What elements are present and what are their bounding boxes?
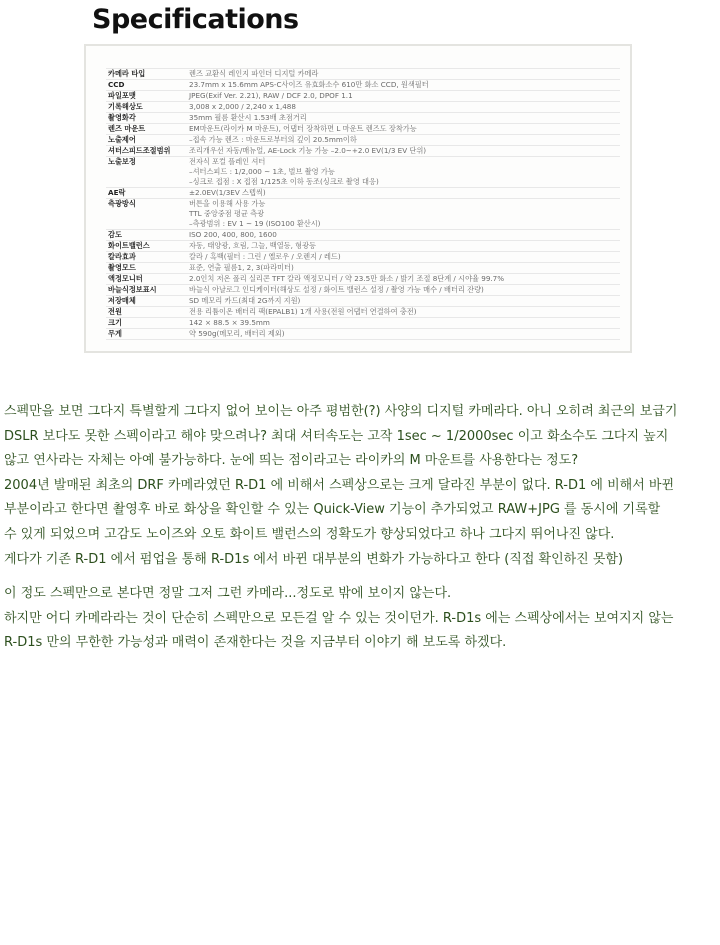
page-heading: Specifications [92,4,299,35]
spec-row [106,102,620,113]
spec-label: 전원 [106,307,189,318]
spec-value-line: –접속 가능 렌즈 : 마운트로부터의 깊이 20.5mm이하 [189,135,357,144]
spec-value [189,188,620,199]
spec-value-line: 약 590g(메모리, 배터리 제외) [189,329,285,338]
spec-label: 화이트밸런스 [106,241,189,252]
spec-row [106,188,620,199]
spec-value [189,146,620,157]
spec-value-line: JPEG(Exif Ver. 2.21), RAW / DCF 2.0, DPOF 1.1 [189,91,353,100]
spec-value [189,285,620,296]
spec-label: 카메라 타입 [106,69,189,80]
spec-value [189,241,620,252]
spec-value-line: EM마운트(라이카 M 마운트), 어댑터 장착하면 L 마운트 렌즈도 장착가능 [189,124,417,133]
paragraph-line: 하지만 어디 카메라라는 것이 단순히 스펙만으로 모든걸 알 수 있는 것이던가. R-D1s 에는 스펙상에서는 보여지지 않는 [4,610,674,626]
spec-row [106,69,620,80]
spec-value-line: TTL 중앙중점 평균 측광 [189,209,265,218]
spec-value-line: 2.0인치 저온 폴리 실리콘 TFT 칼라 액정모니터 / 약 23.5만 화소 / 밝기 조절 8단계 / 시야율 99.7% [189,274,505,283]
spec-sheet [84,44,632,353]
spec-value [189,124,620,135]
spec-row [106,296,620,307]
spec-label: 노출제어 [106,135,189,146]
spec-label: AE락 [106,188,189,199]
spec-value-line: 렌즈 교환식 레인지 파인더 디지털 카메라 [189,69,319,78]
spec-label: 액정모니터 [106,274,189,285]
paragraph-line: 부분이라고 한다면 촬영후 바로 화상을 확인할 수 있는 Quick-View 기능이 추가되었고 RAW+JPG 를 동시에 기록할 [4,502,661,518]
spec-value-line: 자동, 태양광, 흐림, 그늘, 백열등, 형광등 [189,241,316,250]
spec-label: 촬영화각 [106,113,189,124]
spec-row [106,252,620,263]
spec-value [189,199,620,230]
spec-value-line: 전자식 포컬 플레인 셔터 [189,157,266,166]
spec-value-line: 바늘식 아날로그 인디케이터(해상도 설정 / 화이트 밸런스 설정 / 촬영 가능 매수 / 배터리 잔량) [189,285,484,294]
spec-value-line: 35mm 필름 환산시 1.53배 초점거리 [189,113,307,122]
spec-value-line: 조리개우선 자동/매뉴얼, AE-Lock 기능 가능 –2.0~+2.0 EV(1/3 EV 단위) [189,146,427,155]
spec-value [189,329,620,340]
spec-value-line: 3,008 x 2,000 / 2,240 x 1,488 [189,102,296,111]
paragraph-line: R-D1s 만의 무한한 가능성과 매력이 존재한다는 것을 지금부터 이야기 해 보도록 하겠다. [4,635,507,651]
spec-label: 감도 [106,230,189,241]
spec-value-line: –싱크로 접점 : X 접점 1/125초 이하 동조(싱크로 촬영 대응) [189,177,379,186]
spec-row [106,124,620,135]
spec-value-line: 칼라 / 흑백(필터 : 그린 / 옐로우 / 오렌지 / 레드) [189,252,341,261]
article-body [4,400,716,656]
spec-row [106,318,620,329]
spec-row [106,146,620,157]
spec-label: 바늘식정보표시 [106,285,189,296]
spec-label: 칼라효과 [106,252,189,263]
spec-value [189,80,620,91]
spec-value-line: –셔터스피드 : 1/2,000 ~ 1초, 벌브 촬영 가능 [189,167,335,176]
spec-label: 무게 [106,329,189,340]
spec-value-line: 버튼을 이용해 사용 가능 [189,199,266,208]
spec-value [189,113,620,124]
spec-value [189,252,620,263]
spec-row [106,241,620,252]
spec-label: 크기 [106,318,189,329]
spec-label: 파일포맷 [106,91,189,102]
spec-value [189,230,620,241]
paragraph-line: DSLR 보다도 못한 스펙이라고 해야 맞으려나? 최대 셔터속도는 고작 1sec ~ 1/2000sec 이고 화소수도 그다지 높지 [4,428,669,444]
spec-row [106,307,620,318]
spec-value-line: SD 메모리 카드(최대 2G까지 지원) [189,296,301,305]
spec-row [106,230,620,241]
spec-label: 렌즈 마운트 [106,124,189,135]
spec-value-line: –측광범위 : EV 1 ~ 19 (ISO100 환산시) [189,219,321,228]
spec-value [189,263,620,274]
spec-value [189,296,620,307]
spec-row [106,113,620,124]
paragraph-line: 2004년 발매된 최초의 DRF 카메라였던 R-D1 에 비해서 스펙상으로는 크게 달라진 부분이 없다. R-D1 에 비해서 바뀐 [4,477,675,493]
spec-row [106,274,620,285]
spec-label: 셔터스피드조절범위 [106,146,189,157]
spec-value-line: ±2.0EV(1/3EV 스텝씩) [189,188,266,197]
spec-row [106,157,620,188]
spec-value [189,69,620,80]
spec-value [189,91,620,102]
spec-value-line: 23.7mm x 15.6mm APS-C사이즈 유효화소수 610만 화소 CCD, 원색필터 [189,80,429,89]
spec-label: 촬영모드 [106,263,189,274]
spec-value-line: 전용 리튬이온 배터리 팩(EPALB1) 1개 사용(전원 어댑터 연결하여 충전) [189,307,417,316]
spec-label: 기록해상도 [106,102,189,113]
spec-row [106,91,620,102]
spec-value-line: 142 × 88.5 × 39.5mm [189,318,270,327]
spec-row [106,285,620,296]
paragraph-line: 게다가 기존 R-D1 에서 펌업을 통해 R-D1s 에서 바뀐 대부분의 변화가 가능하다고 한다 (직접 확인하진 못함) [4,551,624,567]
spec-row [106,263,620,274]
paragraph-line: 않고 연사라는 자체는 아예 불가능하다. 눈에 띄는 점이라고는 라이카의 M 마운트를 사용한다는 정도? [4,453,579,469]
spec-row [106,199,620,230]
spec-label: 측광방식 [106,199,189,230]
spec-label: CCD [106,80,189,91]
spec-value [189,157,620,188]
paragraph-line: 수 있게 되었으며 고감도 노이즈와 오토 화이트 밸런스의 정확도가 향상되었다고 하나 그다지 뛰어나진 않다. [4,526,615,542]
spec-table [106,68,620,340]
spec-value [189,307,620,318]
spec-row [106,329,620,340]
spec-value [189,135,620,146]
paragraph-line: 이 정도 스펙만으로 본다면 정말 그저 그런 카메라...정도로 밖에 보이지 않는다. [4,586,452,602]
spec-value-line: ISO 200, 400, 800, 1600 [189,230,277,239]
spec-value [189,274,620,285]
spec-row [106,135,620,146]
spec-value [189,318,620,329]
spec-label: 노출보정 [106,157,189,188]
paragraph-line: 스펙만을 보면 그다지 특별할게 그다지 없어 보이는 아주 평범한(?) 사양의 디지털 카메라다. 아니 오히려 최근의 보급기 [4,404,678,419]
spec-label: 저장매체 [106,296,189,307]
spec-row [106,80,620,91]
spec-value-line: 표준, 연출 필름1, 2, 3(파라미터) [189,263,294,272]
spec-value [189,102,620,113]
